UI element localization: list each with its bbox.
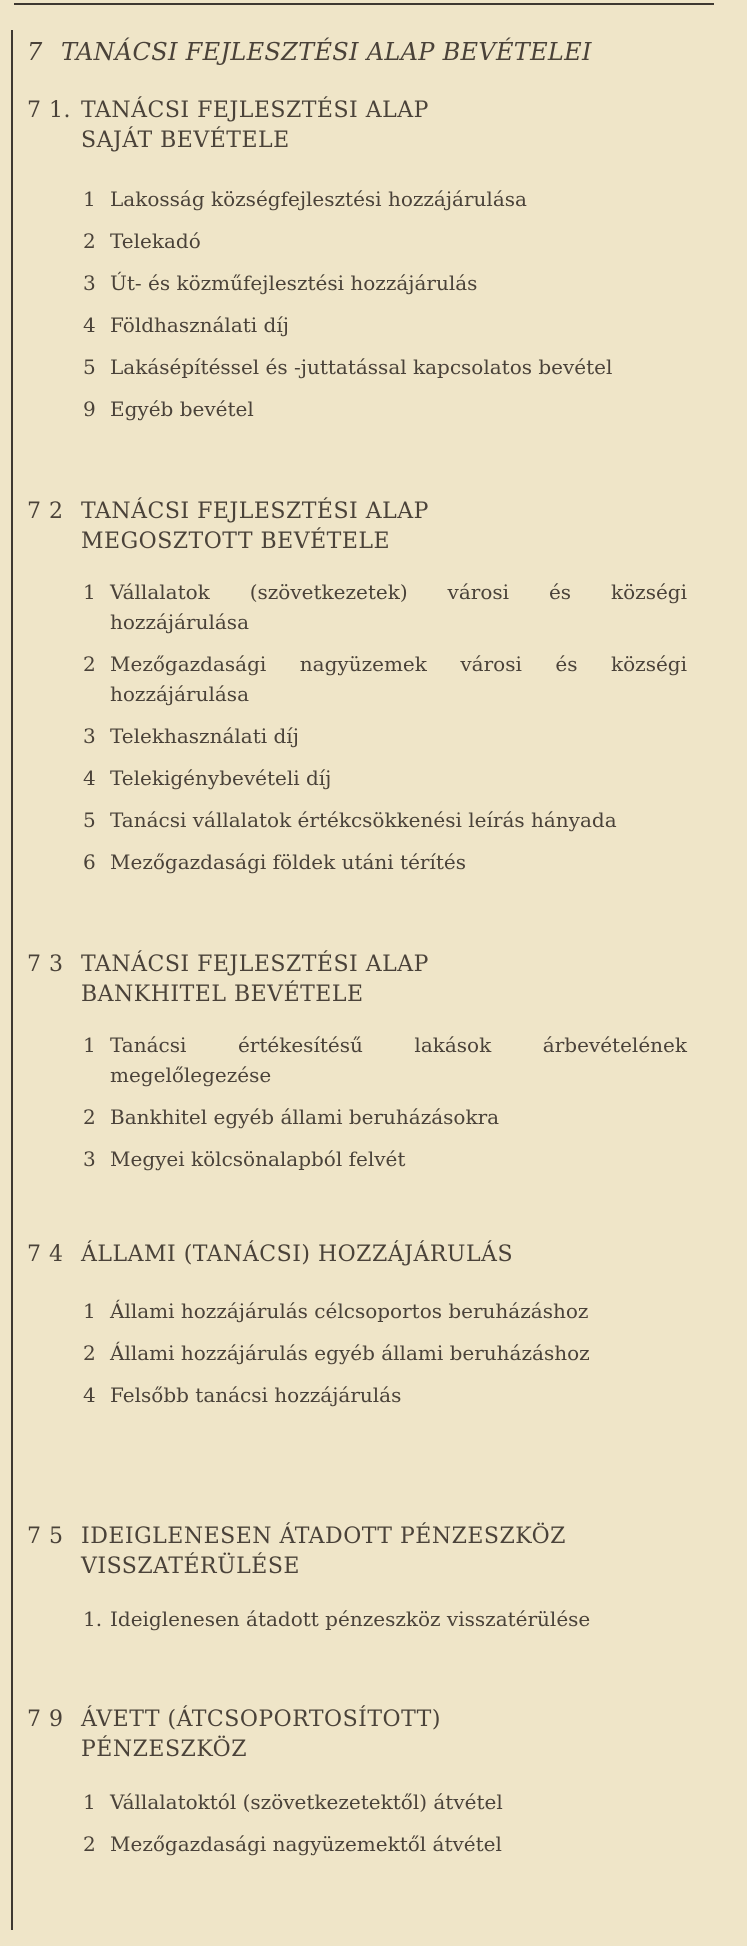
item-text: Mezőgazdasági nagyüzemek városi és községi hozzájárulása [110, 652, 687, 706]
item-text: Lakosság községfejlesztési hozzájárulása [110, 187, 527, 211]
list-item [83, 577, 707, 637]
item-text: Telekhasználati díj [110, 724, 299, 748]
item-number: 9 [83, 397, 96, 421]
item-number: 4 [83, 766, 96, 790]
list-item [83, 805, 707, 835]
section-code: 7 2 [27, 499, 64, 524]
item-text: Vállalatoktól (szövetkezetektől) átvétel [110, 1790, 503, 1814]
item-number: 3 [83, 1147, 96, 1171]
top-rule [14, 3, 714, 5]
item-number: 3 [83, 724, 96, 748]
section-code: 7 5 [27, 1524, 64, 1549]
item-text: Állami hozzájárulás egyéb állami beruházáshoz [110, 1341, 590, 1365]
section-title: TANÁCSI FEJLESZTÉSI ALAP MEGOSZTOTT BEVÉTELE [81, 499, 429, 554]
item-text: Tanácsi vállalatok értékcsökkenési leírás hányada [110, 808, 617, 832]
section-heading [27, 497, 707, 557]
page-title-number: 7 [27, 38, 43, 66]
item-text: Megyei kölcsönalapból felvét [110, 1147, 406, 1171]
section-title: TANÁCSI FEJLESZTÉSI ALAP BANKHITEL BEVÉTELE [81, 952, 429, 1007]
section-code: 7 4 [27, 1242, 64, 1267]
item-text: Földhasználati díj [110, 313, 289, 337]
item-number: 1 [83, 580, 96, 604]
item-number: 2 [83, 1105, 96, 1129]
section-heading [27, 1705, 707, 1765]
item-text: Út- és közműfejlesztési hozzájárulás [110, 271, 478, 295]
section-75 [27, 1522, 707, 1646]
item-text: Egyéb bevétel [110, 397, 254, 421]
item-text: Lakásépítéssel és -juttatással kapcsolatos bevétel [110, 355, 613, 379]
item-number: 5 [83, 355, 96, 379]
item-text: Felsőbb tanácsi hozzájárulás [110, 1383, 402, 1407]
list-item [83, 1030, 707, 1090]
list-item [83, 1604, 707, 1634]
list-item [83, 721, 707, 751]
item-text: Mezőgazdasági földek utáni térítés [110, 850, 467, 874]
section-73 [27, 950, 707, 1186]
item-text: Mezőgazdasági nagyüzemektől átvétel [110, 1832, 502, 1856]
item-number: 4 [83, 313, 96, 337]
list-item [83, 184, 707, 214]
item-text: Állami hozzájárulás célcsoportos beruházáshoz [110, 1299, 589, 1323]
left-margin-rule [11, 30, 13, 1930]
item-text: Telekadó [110, 229, 201, 253]
section-title: IDEIGLENESEN ÁTADOTT PÉNZESZKÖZ VISSZATÉRÜLÉSE [81, 1524, 566, 1579]
item-number: 4 [83, 1383, 96, 1407]
item-number: 2 [83, 229, 96, 253]
page-title [27, 38, 592, 66]
item-number: 1. [83, 1607, 103, 1631]
item-number: 1 [83, 1790, 96, 1814]
list-item [83, 226, 707, 256]
item-text: Bankhitel egyéb állami beruházásokra [110, 1105, 500, 1129]
section-72 [27, 497, 707, 889]
section-heading [27, 1240, 707, 1270]
item-number: 2 [83, 1341, 96, 1365]
list-item [83, 1380, 707, 1410]
item-number: 1 [83, 1033, 96, 1057]
list-item [83, 1338, 707, 1368]
section-title: ÁVETT (ÁTCSOPORTOSÍTOTT) PÉNZESZKÖZ [81, 1707, 441, 1762]
list-item [83, 649, 707, 709]
section-74 [27, 1240, 707, 1422]
list-item [83, 394, 707, 424]
item-text: Telekigénybevételi díj [110, 766, 332, 790]
list-item [83, 310, 707, 340]
item-number: 1 [83, 187, 96, 211]
page-title-text: TANÁCSI FEJLESZTÉSI ALAP BEVÉTELEI [61, 38, 592, 66]
item-number: 5 [83, 808, 96, 832]
section-code: 7 1. [27, 98, 71, 123]
section-heading [27, 96, 707, 156]
list-item [83, 1102, 707, 1132]
item-number: 6 [83, 850, 96, 874]
list-item [83, 268, 707, 298]
list-item [83, 1296, 707, 1326]
list-item [83, 847, 707, 877]
item-text: Ideiglenesen átadott pénzeszköz visszatérülése [110, 1607, 591, 1631]
item-number: 2 [83, 652, 96, 676]
section-heading [27, 950, 707, 1010]
item-number: 1 [83, 1299, 96, 1323]
list-item [83, 763, 707, 793]
section-71 [27, 96, 707, 436]
item-text: Tanácsi értékesítésű lakások árbevételének megelőlegezése [110, 1033, 687, 1087]
item-number: 3 [83, 271, 96, 295]
list-item [83, 1787, 707, 1817]
item-number: 2 [83, 1832, 96, 1856]
section-79 [27, 1705, 707, 1871]
list-item [83, 1829, 707, 1859]
section-title: TANÁCSI FEJLESZTÉSI ALAP SAJÁT BEVÉTELE [81, 98, 429, 153]
list-item [83, 352, 707, 382]
list-item [83, 1144, 707, 1174]
section-code: 7 9 [27, 1707, 64, 1732]
item-text: Vállalatok (szövetkezetek) városi és községi hozzájárulása [110, 580, 687, 634]
section-heading [27, 1522, 707, 1582]
section-title: ÁLLAMI (TANÁCSI) HOZZÁJÁRULÁS [81, 1242, 514, 1267]
section-code: 7 3 [27, 952, 64, 977]
